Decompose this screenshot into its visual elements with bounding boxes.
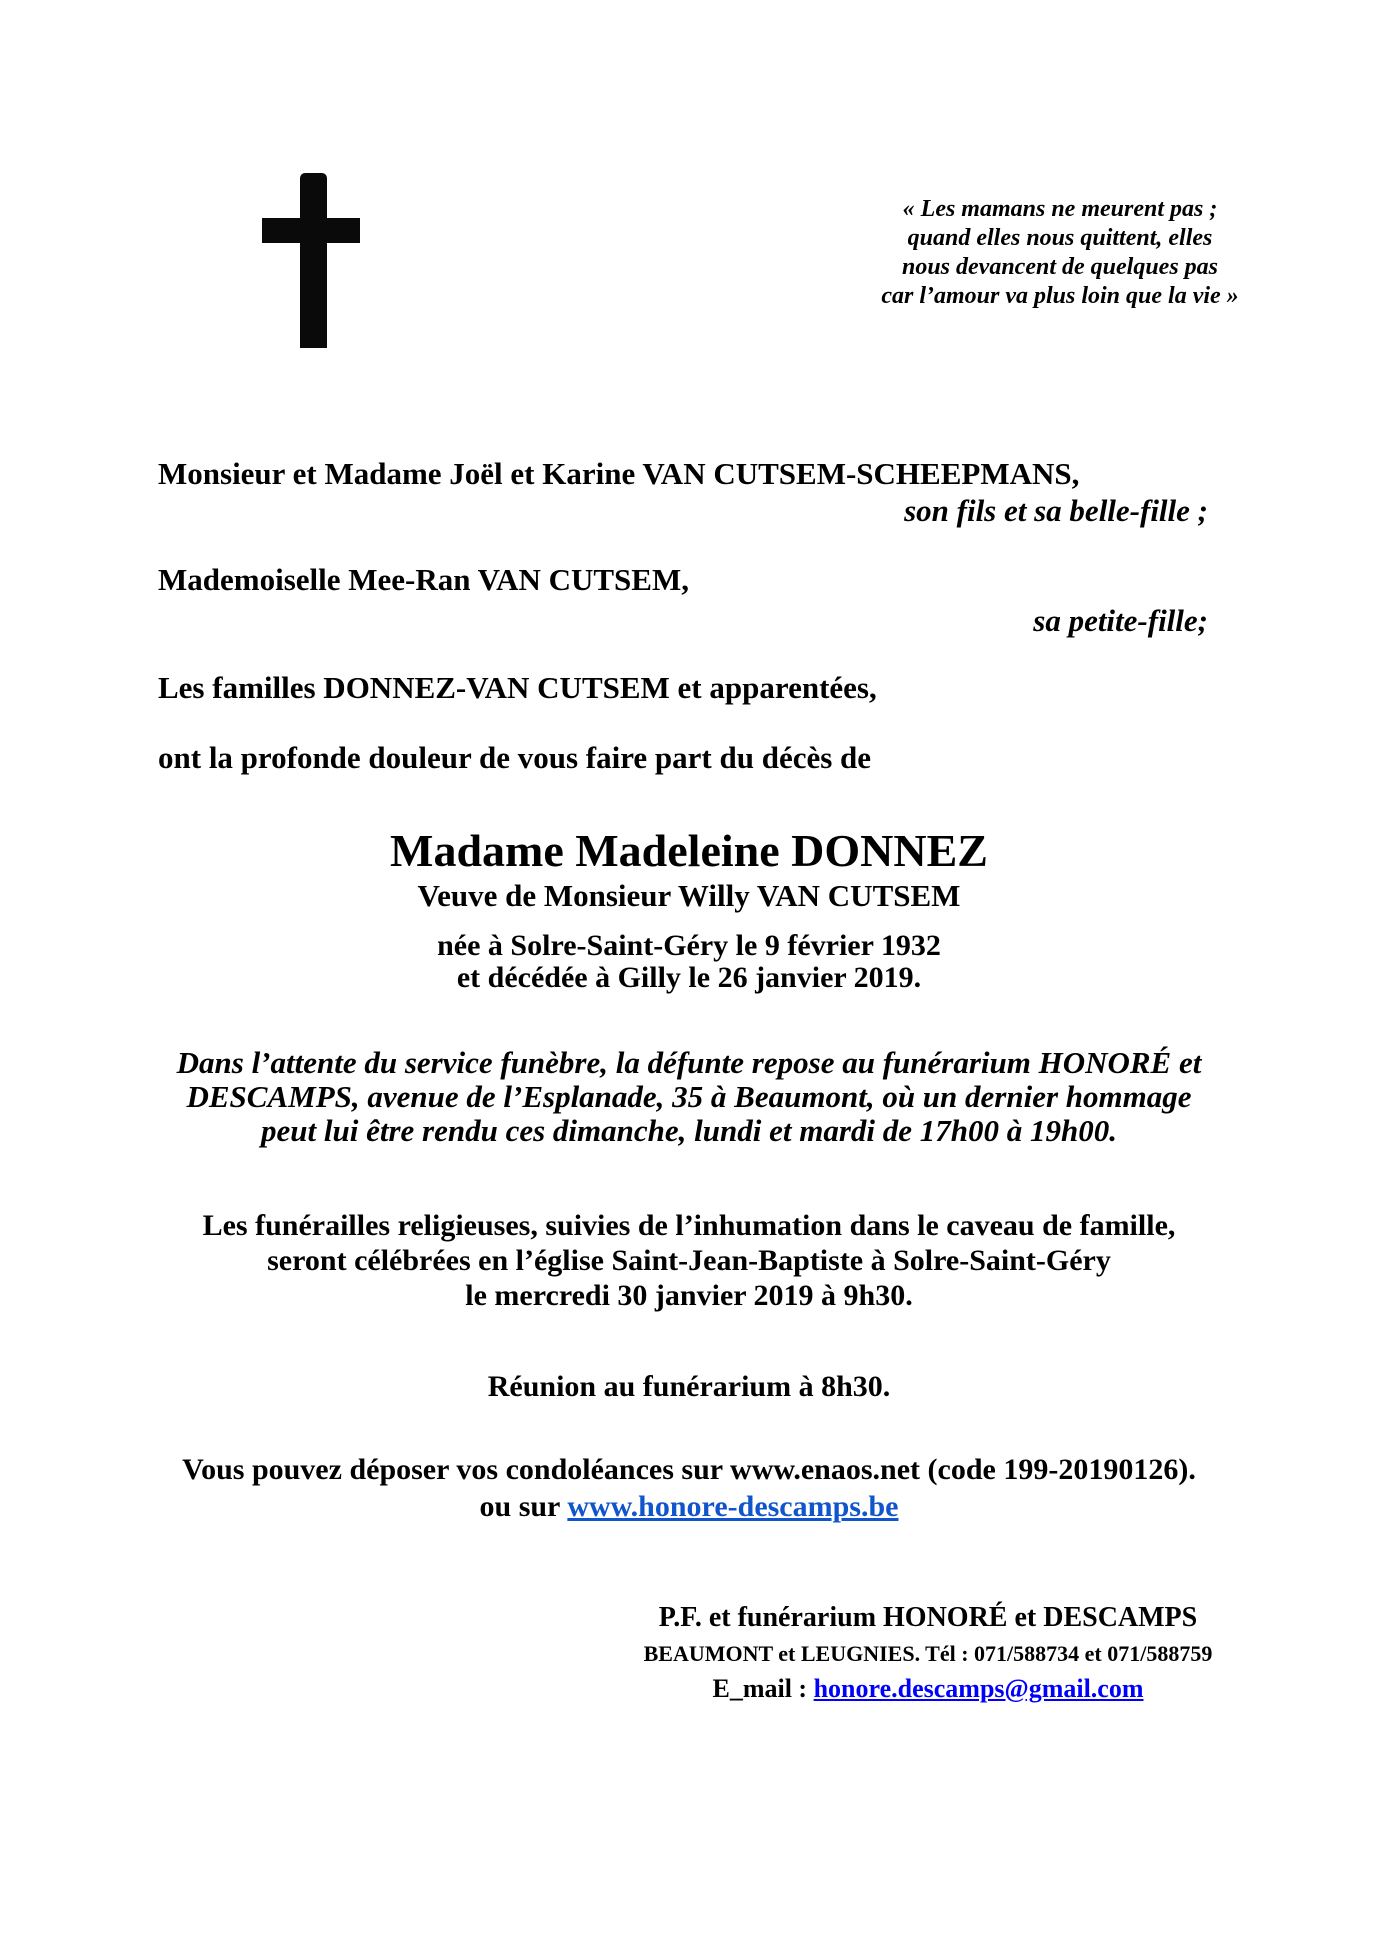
quote-line: « Les mamans ne meurent pas ; — [902, 196, 1218, 222]
funeral-home-footer — [578, 1602, 1278, 1704]
viewing-paragraph — [0, 1046, 1378, 1148]
announcement-line: ont la profonde douleur de vous faire part du décès de — [158, 740, 872, 775]
cross-horizontal-bar — [262, 218, 360, 243]
funeral-home-name: P.F. et funérarium HONORÉ et DESCAMPS — [658, 1602, 1198, 1633]
viewing-line: DESCAMPS, avenue de l’Esplanade, 35 à Beaumont, où un dernier hommage — [186, 1079, 1192, 1114]
email-link[interactable]: honore.descamps@gmail.com — [813, 1674, 1144, 1703]
deceased-name: Madame Madeleine DONNEZ — [390, 825, 988, 876]
email-label: E_mail : — [712, 1674, 814, 1703]
relation-granddaughter-line: sa petite-fille; — [1033, 603, 1208, 638]
death-line: et décédée à Gilly le 26 janvier 2019. — [456, 961, 922, 994]
website-link[interactable]: www.honore-descamps.be — [567, 1490, 899, 1523]
announcer-granddaughter-line: Mademoiselle Mee-Ran VAN CUTSEM, — [158, 562, 689, 597]
announcer-son-line: Monsieur et Madame Joël et Karine VAN CUTSEM-SCHEEPMANS, — [158, 456, 1080, 491]
funeral-line: le mercredi 30 janvier 2019 à 9h30. — [465, 1279, 913, 1312]
families-line: Les familles DONNEZ-VAN CUTSEM et apparentées, — [158, 670, 877, 705]
funeral-line: seront célébrées en l’église Saint-Jean-Baptiste à Solre-Saint-Géry — [267, 1244, 1111, 1277]
quote-line: quand elles nous quittent, elles — [907, 225, 1213, 251]
condolences-website-line — [0, 1490, 1378, 1524]
widow-of-line: Veuve de Monsieur Willy VAN CUTSEM — [417, 878, 961, 913]
quote-line: car l’amour va plus loin que la vie » — [881, 283, 1239, 309]
birth-line: née à Solre-Saint-Géry le 9 février 1932 — [437, 929, 941, 962]
funeral-home-email-line — [578, 1674, 1278, 1704]
meeting-line: Réunion au funérarium à 8h30. — [487, 1370, 891, 1403]
memorial-quote — [860, 195, 1260, 311]
quote-line: nous devancent de quelques pas — [901, 254, 1218, 280]
viewing-line: peut lui être rendu ces dimanche, lundi et mardi de 17h00 à 19h00. — [261, 1113, 1117, 1148]
funeral-paragraph — [0, 1208, 1378, 1313]
funeral-home-locations-phone: BEAUMONT et LEUGNIES. Tél : 071/588734 et 071/588759 — [643, 1641, 1213, 1666]
relation-son-line: son fils et sa belle-fille ; — [904, 493, 1208, 528]
funeral-line: Les funérailles religieuses, suivies de l’inhumation dans le caveau de famille, — [202, 1209, 1176, 1242]
viewing-line: Dans l’attente du service funèbre, la défunte repose au funérarium HONORÉ et — [176, 1045, 1202, 1080]
condolences-line: Vous pouvez déposer vos condoléances sur www.enaos.net (code 199-20190126). — [182, 1453, 1196, 1486]
condolences-website-prefix: ou sur — [479, 1490, 568, 1523]
latin-cross-icon — [262, 173, 360, 348]
cross-vertical-bar — [300, 173, 327, 348]
